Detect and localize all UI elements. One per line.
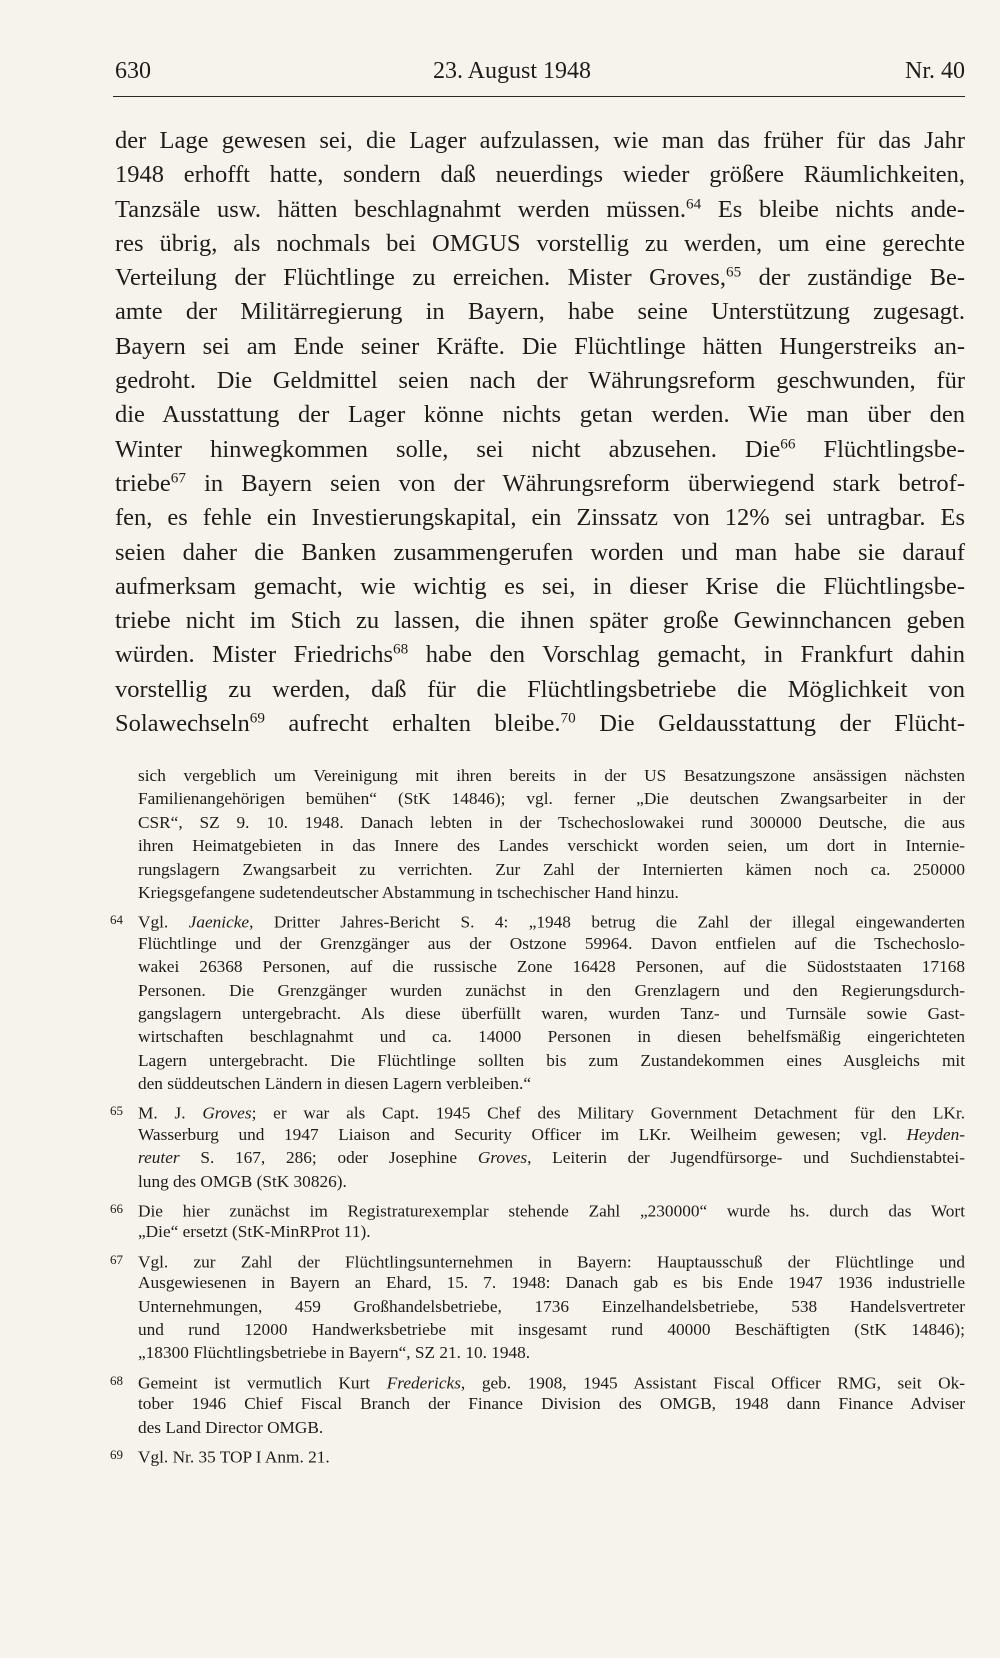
person-name: Fredericks	[386, 1373, 461, 1393]
footnote-number: 65	[110, 1103, 123, 1119]
footnote-number: 64	[110, 912, 123, 928]
text-line: Verteilung der Flüchtlinge zu erreichen. Mister Groves,$^{65}$ der zuständige Be-	[115, 263, 965, 292]
footnote-ref[interactable]: 70	[560, 709, 576, 727]
footnote-number: 66	[110, 1201, 123, 1217]
footnote-line: Kriegsgefangene sudetendeutscher Abstammung in tschechischer Hand hinzu.	[138, 882, 679, 902]
running-header	[115, 58, 965, 92]
text-line: gedroht. Die Geldmittel seien nach der Währungsreform geschwunden, für	[115, 367, 965, 395]
footnote-line: Flüchtlinge und der Grenzgänger aus der Ostzone 59964. Davon entfielen auf die Tschechoslo-	[138, 933, 965, 953]
footnote-line: Unternehmungen, 459 Großhandelsbetriebe, 1736 Einzelhandelsbetriebe, 538 Handelsvertreter	[138, 1296, 965, 1316]
footnote-ref[interactable]: 65	[725, 263, 742, 281]
footnote-line: wakei 26368 Personen, auf die russische Zone 16428 Personen, auf die Südoststaaten 17168	[138, 957, 965, 977]
footnote-64: 64 Vgl. Jaenicke, Dritter Jahres-Bericht S. 4: „1948 betrug die Zahl der illegal eingewanderten	[110, 908, 965, 931]
footnote-line: Lagern untergebracht. Die Flüchtlinge sollten bis zum Zustandekommen eines Ausgleichs mit	[138, 1050, 965, 1070]
footnote-line: wirtschaften beschlagnahmt und ca. 14000 Personen in diesen behelfsmäßig eingerichteten	[138, 1027, 965, 1047]
text-line: Bayern sei am Ende seiner Kräfte. Die Flüchtlinge hätten Hungerstreiks an-	[115, 332, 965, 360]
footnote-line: „18300 Flüchtlingsbetriebe in Bayern“, SZ 21. 10. 1948.	[138, 1343, 531, 1363]
footnote-line: reuter S. 167, 286; oder Josephine Groves, Leiterin der Jugendfürsorge- und Suchdienstabtei-	[138, 1148, 965, 1168]
footnote-68: 68 Gemeint ist vermutlich Kurt Fredericks, geb. 1908, 1945 Assistant Fiscal Officer RMG, seit Ok-	[110, 1369, 965, 1392]
footnote-ref[interactable]: 67	[170, 469, 186, 487]
page-number: 630	[115, 58, 151, 84]
author-name: Heyden-	[906, 1124, 965, 1144]
main-text	[115, 124, 965, 741]
footnote-line: rungslagern Zwangsarbeit zu verrichten. Zur Zahl der Internierten kämen noch ca. 250000	[138, 859, 965, 879]
text-line: würden. Mister Friedrichs$^{68}$ habe den Vorschlag gemacht, in Frankfurt dahin	[115, 641, 965, 669]
text-line: Solawechseln$^{69}$ aufrecht erhalten bleibe.$^{70}$ Die Geldausstattung der Flücht-	[115, 709, 965, 738]
footnote-line: den süddeutschen Ländern in diesen Lagern verbleiben.“	[138, 1074, 531, 1094]
footnote-line: tober 1946 Chief Fiscal Branch der Finance Division des OMGB, 1948 dann Finance Adviser	[138, 1394, 965, 1414]
author-name: Jaenicke	[188, 912, 250, 932]
footnote-69: 69 Vgl. Nr. 35 TOP I Anm. 21.	[110, 1443, 965, 1466]
footnote-number: 67	[110, 1251, 123, 1267]
person-name: Groves	[477, 1148, 528, 1168]
text-line: res übrig, als nochmals bei OMGUS vorstellig zu werden, um eine gerechte	[115, 229, 965, 257]
text-line: triebe nicht im Stich zu lassen, die ihnen später große Gewinnchancen geben	[115, 607, 965, 635]
footnote-67: 67 Vgl. zur Zahl der Flüchtlingsunternehmen in Bayern: Hauptausschuß der Flüchtlinge und	[110, 1248, 965, 1271]
footnote-line: CSR“, SZ 9. 10. 1948. Danach lebten in der Tschechoslowakei rund 300000 Deutsche, die aus	[138, 812, 965, 832]
text-line: fen, es fehle ein Investierungskapital, ein Zinssatz von 12% sei untragbar. Es	[115, 504, 965, 532]
text-line: Winter hinwegkommen solle, sei nicht abzusehen. Die$^{66}$ Flüchtlingsbe-	[115, 435, 965, 463]
footnote-line: Personen. Die Grenzgänger wurden zunächst in den Grenzlagern und den Regierungsdurch-	[138, 980, 965, 1000]
footnote-ref[interactable]: 69	[249, 709, 265, 727]
text-line: die Ausstattung der Lager könne nichts getan werden. Wie man über den	[115, 401, 965, 429]
footnote-ref[interactable]: 64	[686, 195, 702, 213]
footnote-number: 69	[110, 1446, 123, 1462]
footnote-65: 65 M. J. Groves; er war als Capt. 1945 Chef des Military Government Detachment für den LKr.	[110, 1099, 965, 1122]
header-date: 23. August 1948	[433, 58, 592, 84]
text-line: Tanzsäle usw. hätten beschlagnahmt werden müssen.$^{64}$ Es bleibe nichts ande-	[115, 195, 965, 223]
author-name: reuter	[138, 1148, 180, 1168]
footnote-line: sich vergeblich um Vereinigung mit ihren bereits in der US Besatzungszone ansässigen nächsten	[138, 766, 965, 785]
footnote-ref[interactable]: 66	[780, 435, 796, 453]
footnote-line: „Die“ ersetzt (StK-MinRProt 11).	[138, 1222, 371, 1242]
text-line: amte der Militärregierung in Bayern, habe seine Unterstützung zugesagt.	[115, 298, 965, 326]
footnote-ref[interactable]: 68	[393, 641, 409, 659]
footnote-line: ihren Heimatgebieten in das Innere des Landes verschickt worden seien, um dort in Internie-	[138, 836, 965, 856]
footnote-number: 68	[110, 1372, 123, 1388]
footnote-66: 66 Die hier zunächst im Registraturexemplar stehende Zahl „230000“ wurde hs. durch das Wort	[110, 1197, 965, 1220]
footnote-line: und rund 12000 Handwerksbetriebe mit insgesamt rund 40000 Beschäftigten (StK 14846);	[138, 1319, 965, 1339]
text-line: triebe$^{67}$ in Bayern seien von der Währungsreform überwiegend stark betrof-	[115, 469, 965, 497]
header-rule	[113, 96, 965, 97]
footnote-line: Wasserburg und 1947 Liaison and Security Officer im LKr. Weilheim gewesen; vgl. Heyden-	[138, 1124, 965, 1144]
text-line: vorstellig zu werden, daß für die Flüchtlingsbetriebe die Möglichkeit von	[115, 675, 965, 703]
text-line: 1948 erhofft hatte, sondern daß neuerdings wieder größere Räumlichkeiten,	[115, 161, 965, 189]
text-line: seien daher die Banken zusammengerufen worden und man habe sie darauf	[115, 538, 965, 566]
document-number: Nr. 40	[905, 58, 965, 84]
footnote-line: des Land Director OMGB.	[138, 1417, 324, 1437]
text-line: aufmerksam gemacht, wie wichtig es sei, in dieser Krise die Flüchtlingsbe-	[115, 572, 965, 600]
footnote-line: Familienangehörigen bemühen“ (StK 14846); vgl. ferner „Die deutschen Zwangsarbeiter in der	[138, 789, 965, 809]
person-name: Groves	[202, 1103, 252, 1123]
footnote-line: lung des OMGB (StK 30826).	[138, 1171, 347, 1191]
footnotes	[110, 764, 965, 1466]
footnote-line: gangslagern untergebracht. Als diese überfüllt waren, wurden Tanz- und Turnsäle sowie Gast-	[138, 1003, 965, 1023]
footnote-line: Ausgewiesenen in Bayern an Ehard, 15. 7. 1948: Danach gab es bis Ende 1947 1936 industrielle	[138, 1273, 965, 1293]
text-line: der Lage gewesen sei, die Lager aufzulassen, wie man das früher für das Jahr	[115, 127, 965, 154]
